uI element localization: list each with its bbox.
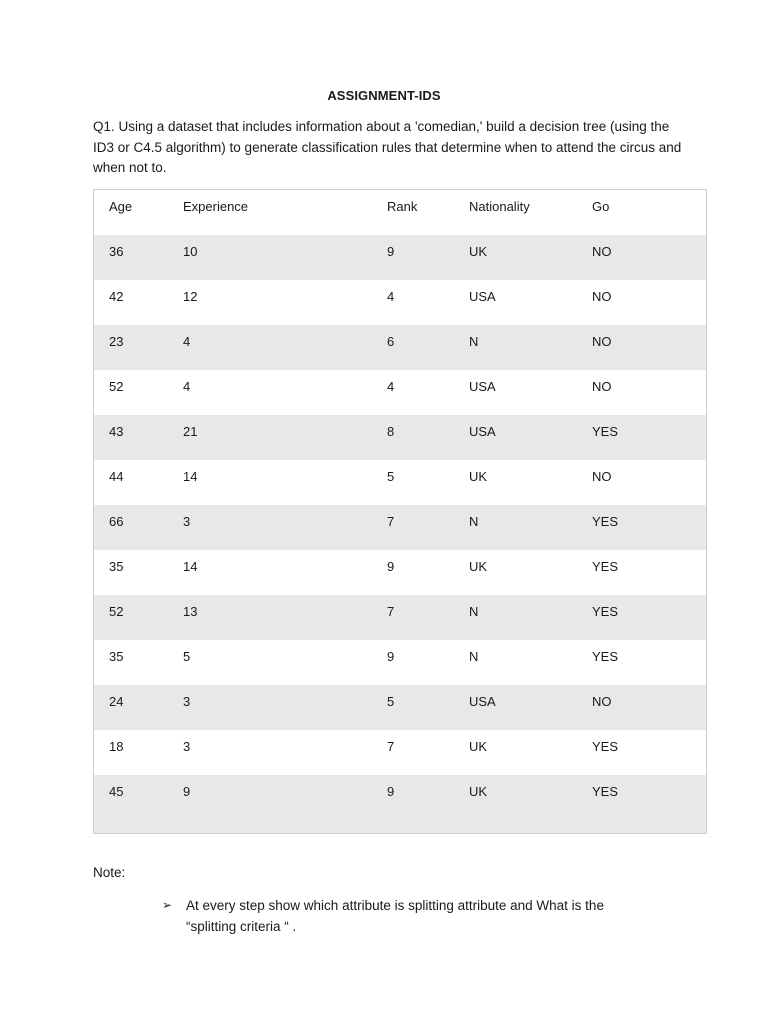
cell-rank: 5	[387, 694, 395, 709]
cell-go: YES	[592, 739, 619, 754]
cell-nationality: N	[469, 334, 479, 349]
header-go: Go	[592, 199, 610, 214]
cell-experience: 5	[183, 649, 191, 664]
question-text: Q1. Using a dataset that includes information about a 'comedian,' build a decision tree (using the ID3 or C4.5 algorithm) to generate classification rules that determine when to attend the circus and when not to.	[93, 119, 682, 175]
cell-experience: 4	[183, 379, 191, 394]
cell-experience: 3	[183, 694, 191, 709]
cell-nationality: N	[469, 514, 479, 529]
cell-experience: 13	[183, 604, 198, 619]
cell-rank: 4	[387, 289, 395, 304]
cell-age: 52	[109, 604, 124, 619]
note-label: Note:	[93, 865, 126, 880]
table-row	[94, 415, 706, 460]
table-header-row	[94, 190, 706, 235]
cell-experience: 14	[183, 559, 198, 574]
cell-age: 24	[109, 694, 124, 709]
cell-go: YES	[592, 514, 619, 529]
cell-go: YES	[592, 649, 619, 664]
table-row	[94, 685, 706, 730]
note-bullet-text: At every step show which attribute is splitting attribute and What is the “splitting criteria “ .	[186, 898, 604, 934]
cell-go: YES	[592, 784, 619, 799]
table-row	[94, 280, 706, 325]
table-row	[94, 775, 706, 820]
cell-nationality: UK	[469, 244, 488, 259]
cell-go: NO	[592, 379, 612, 394]
cell-age: 45	[109, 784, 124, 799]
cell-age: 44	[109, 469, 124, 484]
cell-age: 18	[109, 739, 124, 754]
cell-rank: 7	[387, 739, 395, 754]
cell-go: YES	[592, 604, 619, 619]
cell-age: 66	[109, 514, 124, 529]
cell-rank: 7	[387, 514, 395, 529]
cell-experience: 14	[183, 469, 198, 484]
header-nationality: Nationality	[469, 199, 530, 214]
table-row	[94, 640, 706, 685]
header-age: Age	[109, 199, 133, 214]
header-rank: Rank	[387, 199, 418, 214]
cell-age: 23	[109, 334, 124, 349]
cell-experience: 3	[183, 739, 191, 754]
page-title: ASSIGNMENT-IDS	[327, 88, 441, 103]
cell-age: 35	[109, 559, 124, 574]
cell-nationality: USA	[469, 694, 496, 709]
cell-rank: 4	[387, 379, 395, 394]
data-table	[93, 189, 707, 834]
cell-go: NO	[592, 289, 612, 304]
table-row	[94, 370, 706, 415]
cell-rank: 9	[387, 559, 395, 574]
cell-age: 35	[109, 649, 124, 664]
cell-experience: 3	[183, 514, 191, 529]
table-row	[94, 235, 706, 280]
cell-nationality: N	[469, 604, 479, 619]
cell-rank: 8	[387, 424, 395, 439]
cell-nationality: USA	[469, 289, 496, 304]
cell-go: YES	[592, 424, 619, 439]
table-row	[94, 550, 706, 595]
cell-experience: 10	[183, 244, 198, 259]
cell-nationality: UK	[469, 784, 488, 799]
cell-rank: 6	[387, 334, 395, 349]
table-row	[94, 505, 706, 550]
table-row	[94, 595, 706, 640]
table-row	[94, 730, 706, 775]
cell-go: NO	[592, 694, 612, 709]
cell-nationality: N	[469, 649, 479, 664]
cell-go: NO	[592, 469, 612, 484]
cell-rank: 9	[387, 784, 395, 799]
cell-rank: 5	[387, 469, 395, 484]
arrow-bullet-icon: ➢	[162, 898, 173, 912]
cell-age: 43	[109, 424, 124, 439]
cell-go: YES	[592, 559, 619, 574]
cell-age: 36	[109, 244, 124, 259]
cell-rank: 9	[387, 649, 395, 664]
cell-go: NO	[592, 244, 612, 259]
cell-experience: 9	[183, 784, 191, 799]
cell-age: 52	[109, 379, 124, 394]
cell-nationality: UK	[469, 739, 488, 754]
cell-rank: 9	[387, 244, 395, 259]
cell-experience: 12	[183, 289, 198, 304]
table-row	[94, 460, 706, 505]
table-bottom-padding	[94, 820, 706, 833]
cell-nationality: UK	[469, 469, 488, 484]
cell-age: 42	[109, 289, 124, 304]
cell-rank: 7	[387, 604, 395, 619]
cell-nationality: USA	[469, 424, 496, 439]
cell-go: NO	[592, 334, 612, 349]
cell-experience: 21	[183, 424, 198, 439]
header-experience: Experience	[183, 199, 249, 214]
cell-nationality: USA	[469, 379, 496, 394]
table-row	[94, 325, 706, 370]
cell-nationality: UK	[469, 559, 488, 574]
cell-experience: 4	[183, 334, 191, 349]
